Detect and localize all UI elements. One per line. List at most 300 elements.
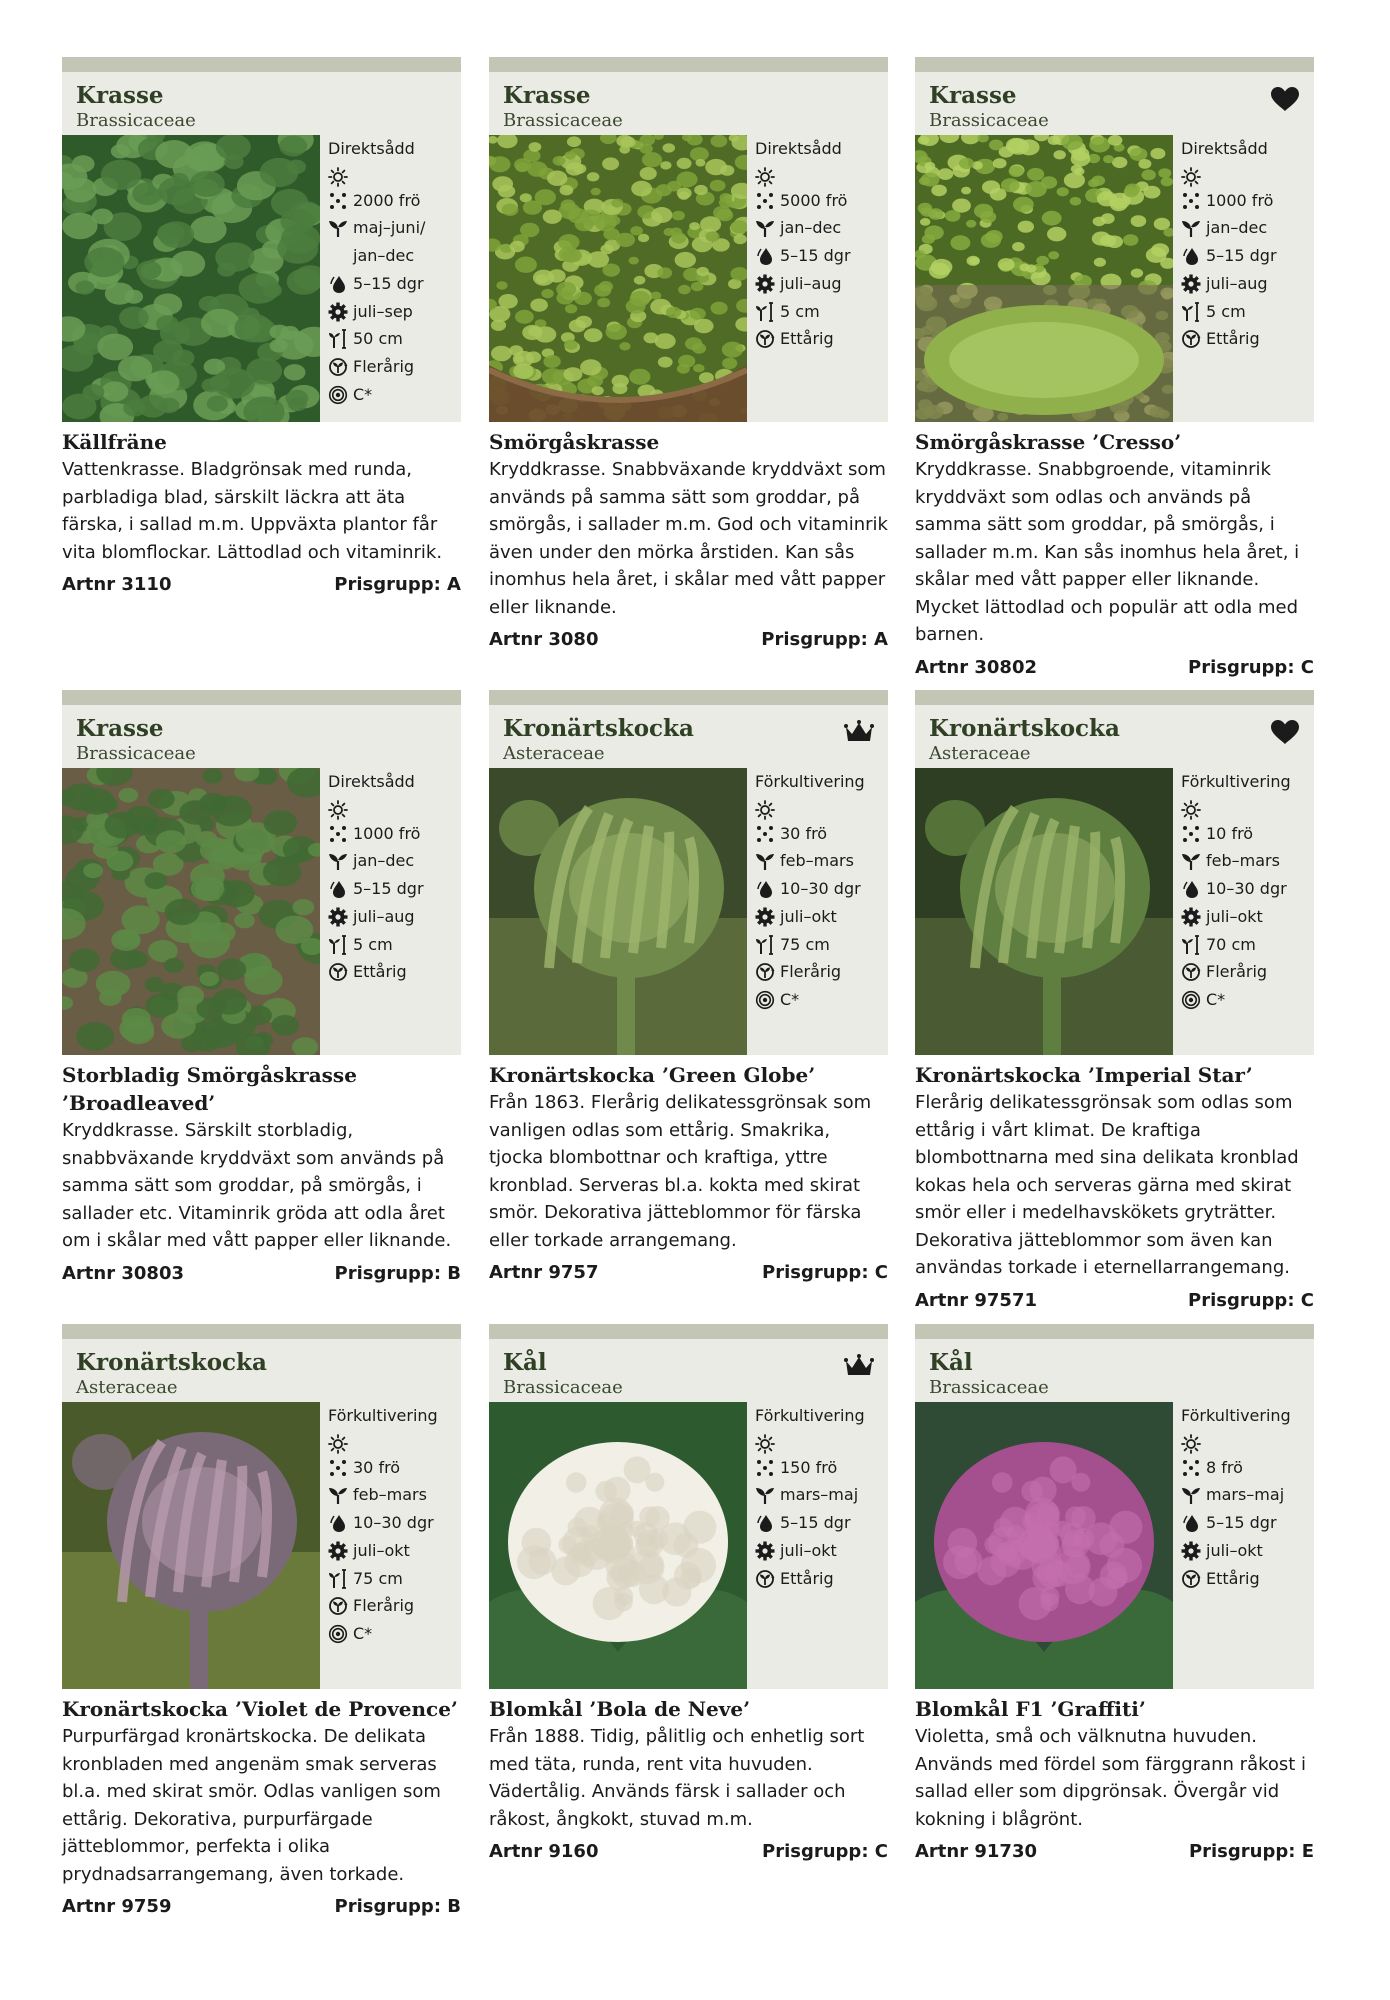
spec-seeds-value: 10 frö (1206, 823, 1254, 843)
spec-sun (328, 1430, 458, 1454)
card-family: Brassicaceae (503, 1377, 623, 1398)
spec-seeds (1181, 187, 1311, 215)
spec-sow (328, 214, 458, 269)
product-description: Kryddkrasse. Snabbväxande kryddväxt som används på samma sätt som groddar, på smörgås, i sallader m.m. God och vitaminrik även under den mörka årstiden. Kan sås inomhus hela året, i skålar med vått papper eller liknande. (489, 459, 888, 618)
spec-height-value: 5 cm (353, 934, 393, 954)
height-icon (1181, 302, 1201, 322)
drop-icon (1181, 879, 1201, 899)
spec-list (328, 1402, 458, 1648)
spec-height (1181, 931, 1311, 959)
product-card (62, 57, 461, 598)
price-group: Prisgrupp: C (762, 1841, 888, 1862)
spec-sun (755, 796, 885, 820)
card-top-bar (489, 690, 888, 705)
sprout-icon (1181, 851, 1201, 871)
spec-life (755, 1565, 885, 1593)
spec-seeds (755, 187, 885, 215)
spec-sow-value: feb–mars (780, 851, 854, 871)
spec-germ (755, 1509, 885, 1537)
spec-harvest (1181, 1537, 1311, 1565)
flower-icon (328, 907, 348, 927)
spec-height (755, 298, 885, 326)
spec-height-value: 70 cm (1206, 934, 1256, 954)
spec-extra (328, 1620, 458, 1648)
spec-height (1181, 298, 1311, 326)
spec-seeds (1181, 820, 1311, 848)
spec-life (328, 958, 458, 986)
seeds-icon (1181, 191, 1201, 211)
spec-germ (328, 1509, 458, 1537)
spec-seeds (328, 820, 458, 848)
spec-extra (755, 986, 885, 1014)
crown-icon (844, 719, 874, 745)
spec-height-value: 75 cm (780, 934, 830, 954)
seeds-icon (1181, 1458, 1201, 1478)
spec-life (328, 1592, 458, 1620)
article-number: Artnr 3080 (489, 629, 599, 650)
card-family: Brassicaceae (503, 110, 623, 131)
spec-seeds-value: 1000 frö (353, 823, 421, 843)
spec-height (328, 1565, 458, 1593)
product-description: Från 1863. Flerårig delikatessgrönsak som vanligen odlas som ettårig. Smakrika, tjocka blombottnar och kraftiga, yttre kronblad. Serveras bl.a. kokta med skirat smör. Dekorativa jätteblommor för färska eller torkade arrangemang. (489, 1092, 872, 1251)
spec-seeds (328, 187, 458, 215)
flower-icon (755, 907, 775, 927)
spec-life-value: Flerårig (353, 1596, 415, 1616)
card-family: Brassicaceae (929, 1377, 1049, 1398)
product-meta (915, 655, 1314, 681)
target-icon (1181, 990, 1201, 1010)
product-photo (489, 768, 747, 1055)
spec-life (1181, 325, 1311, 353)
product-meta (489, 1839, 888, 1865)
card-header (62, 72, 461, 422)
spec-extra-value: C* (353, 384, 373, 404)
spec-height-value: 5 cm (780, 301, 820, 321)
card-category: Kronärtskocka (503, 715, 694, 742)
product-description: Från 1888. Tidig, pålitlig och enhetlig sort med täta, runda, rent vita huvuden. Vädertålig. Används färsk i sallader och råkost, ångkokt, stuvad m.m. (489, 1726, 865, 1830)
spec-harvest (1181, 903, 1311, 931)
product-name: Storbladig Smörgåskrasse ’Broadleaved’ (62, 1063, 357, 1115)
article-number: Artnr 30803 (62, 1262, 184, 1284)
lifecycle-icon (1181, 329, 1201, 349)
card-top-bar (489, 1324, 888, 1339)
drop-icon (328, 1513, 348, 1533)
card-category: Krasse (503, 82, 591, 109)
spec-life-value: Ettårig (780, 329, 834, 349)
method-text: Direktsådd (328, 139, 415, 158)
spec-sun (328, 163, 458, 187)
card-category: Krasse (76, 715, 164, 742)
sun-icon (328, 1434, 348, 1454)
article-number: Artnr 3110 (62, 574, 172, 595)
spec-sow-value: mars–maj (780, 1485, 859, 1505)
method-text: Förkultivering (1181, 772, 1291, 791)
spec-germ-value: 5–15 dgr (1206, 246, 1277, 266)
card-top-bar (915, 57, 1314, 72)
card-header (489, 72, 888, 422)
card-header (62, 1339, 461, 1689)
card-family: Asteraceae (76, 1377, 178, 1398)
height-icon (755, 935, 775, 955)
seeds-icon (1181, 824, 1201, 844)
spec-germ-value: 10–30 dgr (353, 1513, 434, 1533)
card-category: Kål (503, 1349, 547, 1376)
spec-life-value: Flerårig (353, 356, 415, 376)
height-icon (328, 1569, 348, 1589)
spec-height (755, 931, 885, 959)
article-number: Artnr 97571 (915, 1289, 1037, 1311)
product-name: Smörgåskrasse ’Cresso’ (915, 430, 1182, 454)
spec-seeds-value: 150 frö (780, 1457, 838, 1477)
product-photo (62, 135, 320, 422)
spec-germ (755, 875, 885, 903)
sprout-icon (755, 851, 775, 871)
spec-harvest-value: juli–sep (353, 301, 413, 321)
product-description: Kryddkrasse. Särskilt storbladig, snabbväxande kryddväxt som används på samma sätt som groddar, på smörgås, i sallader etc. Vitaminrik gröda att odla året om i skålar med vått papper eller liknande. (62, 1120, 452, 1251)
article-number: Artnr 30802 (915, 656, 1037, 678)
spec-height-value: 5 cm (1206, 301, 1246, 321)
article-number: Artnr 9160 (489, 1841, 599, 1862)
product-name: Kronärtskocka ’Imperial Star’ (915, 1063, 1253, 1087)
spec-sow-value: jan–dec (353, 851, 415, 871)
spec-height (328, 325, 458, 353)
spec-germ-value: 10–30 dgr (780, 879, 861, 899)
spec-sow (1181, 214, 1311, 242)
spec-germ-value: 5–15 dgr (353, 879, 424, 899)
article-number: Artnr 91730 (915, 1841, 1037, 1862)
product-meta (62, 1261, 461, 1287)
spec-germ (328, 270, 458, 298)
spec-harvest (328, 298, 458, 326)
card-top-bar (62, 690, 461, 705)
spec-extra-value: C* (353, 1623, 373, 1643)
seeds-icon (328, 824, 348, 844)
spec-seeds-value: 30 frö (780, 823, 828, 843)
spec-harvest (755, 270, 885, 298)
method-text: Direktsådd (755, 139, 842, 158)
product-card (489, 57, 888, 653)
height-icon (755, 302, 775, 322)
product-name: Blomkål F1 ’Graffiti’ (915, 1697, 1146, 1721)
card-category: Krasse (76, 82, 164, 109)
product-meta (62, 1894, 461, 1920)
drop-icon (755, 879, 775, 899)
price-group: Prisgrupp: C (762, 1262, 888, 1283)
spec-life-value: Ettårig (1206, 1568, 1260, 1588)
spec-extra (1181, 986, 1311, 1014)
spec-method (755, 135, 885, 163)
product-photo (489, 1402, 747, 1689)
target-icon (755, 990, 775, 1010)
price-group: Prisgrupp: A (761, 629, 888, 650)
flower-icon (1181, 1541, 1201, 1561)
sun-icon (1181, 1434, 1201, 1454)
product-card (915, 690, 1314, 1314)
spec-germ (328, 875, 458, 903)
flower-icon (328, 1541, 348, 1561)
seeds-icon (755, 191, 775, 211)
spec-germ (1181, 242, 1311, 270)
product-photo (915, 135, 1173, 422)
flower-icon (755, 1541, 775, 1561)
lifecycle-icon (755, 1569, 775, 1589)
spec-method (328, 768, 458, 796)
spec-sow (328, 1481, 458, 1509)
sprout-icon (755, 218, 775, 238)
card-family: Brassicaceae (929, 110, 1049, 131)
product-photo (915, 768, 1173, 1055)
heart-icon (1270, 86, 1300, 112)
sprout-icon (328, 851, 348, 871)
seeds-icon (755, 1458, 775, 1478)
spec-life (755, 325, 885, 353)
spec-method (755, 768, 885, 796)
spec-harvest (328, 903, 458, 931)
spec-life (755, 958, 885, 986)
spec-sow-value: feb–mars (1206, 851, 1280, 871)
product-name: Blomkål ’Bola de Neve’ (489, 1697, 751, 1721)
spec-method (1181, 1402, 1311, 1430)
spec-height-value: 50 cm (353, 329, 403, 349)
spec-method (328, 135, 458, 163)
spec-harvest (1181, 270, 1311, 298)
spec-life-value: Flerårig (780, 962, 842, 982)
card-family: Brassicaceae (76, 110, 196, 131)
spec-germ (1181, 875, 1311, 903)
spec-life-value: Flerårig (1206, 962, 1268, 982)
spec-method (1181, 768, 1311, 796)
lifecycle-icon (755, 962, 775, 982)
drop-icon (328, 879, 348, 899)
product-meta (489, 1260, 888, 1286)
heart-icon (1270, 719, 1300, 745)
product-name: Smörgåskrasse (489, 430, 660, 454)
target-icon (328, 1624, 348, 1644)
product-name: Källfräne (62, 430, 167, 454)
price-group: Prisgrupp: C (1188, 656, 1314, 678)
price-group: Prisgrupp: E (1188, 1841, 1314, 1862)
spec-seeds-value: 8 frö (1206, 1457, 1243, 1477)
sun-icon (328, 167, 348, 187)
spec-life-value: Ettårig (353, 962, 407, 982)
flower-icon (1181, 274, 1201, 294)
card-top-bar (915, 1324, 1314, 1339)
spec-germ-value: 5–15 dgr (780, 246, 851, 266)
spec-life-value: Ettårig (1206, 329, 1260, 349)
spec-sow-value: jan–dec (1206, 218, 1268, 238)
drop-icon (755, 1513, 775, 1533)
spec-harvest-value: juli–aug (1206, 273, 1268, 293)
sprout-icon (328, 1485, 348, 1505)
sun-icon (1181, 800, 1201, 820)
spec-sow-value: maj–juni/ jan–dec (353, 218, 426, 266)
spec-sow (755, 1481, 885, 1509)
spec-extra-value: C* (1206, 989, 1226, 1009)
spec-harvest (328, 1537, 458, 1565)
product-description: Violetta, små och välknutna huvuden. Används med fördel som färggrann råkost i sallad eller som dipgrönsak. Övergår vid kokning i blågrönt. (915, 1726, 1307, 1830)
spec-sow (755, 214, 885, 242)
lifecycle-icon (1181, 962, 1201, 982)
product-description: Purpurfärgad kronärtskocka. De delikata kronbladen med angenäm smak serveras bl.a. med skirat smör. Odlas vanligen som ettårig. Dekorativa, purpurfärgade jätteblommor, perfekta i olika prydnadsarrangemang, även torkade. (62, 1726, 441, 1885)
spec-list (1181, 1402, 1311, 1592)
spec-sun (1181, 163, 1311, 187)
product-name: Kronärtskocka ’Violet de Provence’ (62, 1697, 458, 1721)
spec-list (755, 1402, 885, 1592)
spec-life-value: Ettårig (780, 1568, 834, 1588)
seeds-icon (328, 1458, 348, 1478)
price-group: Prisgrupp: C (1188, 1289, 1314, 1311)
spec-height-value: 75 cm (353, 1568, 403, 1588)
article-number: Artnr 9759 (62, 1896, 172, 1917)
spec-extra-value: C* (780, 989, 800, 1009)
product-name: Kronärtskocka ’Green Globe’ (489, 1063, 816, 1087)
card-family: Asteraceae (929, 743, 1031, 764)
product-card (62, 1324, 461, 1920)
product-card (489, 690, 888, 1286)
spec-harvest-value: juli–okt (353, 1540, 410, 1560)
price-group: Prisgrupp: B (334, 1896, 461, 1917)
spec-list (328, 768, 458, 986)
lifecycle-icon (1181, 1569, 1201, 1589)
spec-sow (1181, 847, 1311, 875)
sun-icon (755, 1434, 775, 1454)
product-description: Flerårig delikatessgrönsak som odlas som ettårig i vårt klimat. De kraftiga blombottnarna med sina delikata kronblad kokas hela och serveras gärna med skirat smör eller i medelhavskökets gryträtter. Dekorativa jätteblommor som även kan användas torkade i eternellarrangemang. (915, 1092, 1299, 1278)
lifecycle-icon (328, 1596, 348, 1616)
spec-sow-value: feb–mars (353, 1485, 427, 1505)
spec-seeds-value: 5000 frö (780, 190, 848, 210)
product-photo (62, 768, 320, 1055)
product-photo (489, 135, 747, 422)
sun-icon (755, 167, 775, 187)
spec-seeds-value: 2000 frö (353, 190, 421, 210)
method-text: Direktsådd (1181, 139, 1268, 158)
spec-germ-value: 5–15 dgr (1206, 1513, 1277, 1533)
sprout-icon (1181, 218, 1201, 238)
spec-germ-value: 5–15 dgr (780, 1513, 851, 1533)
lifecycle-icon (755, 329, 775, 349)
spec-seeds-value: 30 frö (353, 1457, 401, 1477)
method-text: Förkultivering (755, 1406, 865, 1425)
spec-seeds (755, 820, 885, 848)
spec-list (755, 135, 885, 353)
card-top-bar (489, 57, 888, 72)
sun-icon (1181, 167, 1201, 187)
drop-icon (755, 246, 775, 266)
spec-sow (328, 847, 458, 875)
method-text: Förkultivering (328, 1406, 438, 1425)
spec-germ (1181, 1509, 1311, 1537)
spec-life (1181, 1565, 1311, 1593)
spec-sun (755, 163, 885, 187)
card-category: Kål (929, 1349, 973, 1376)
spec-sun (1181, 1430, 1311, 1454)
method-text: Direktsådd (328, 772, 415, 791)
spec-harvest (755, 903, 885, 931)
spec-list (1181, 135, 1311, 353)
drop-icon (1181, 1513, 1201, 1533)
seeds-icon (755, 824, 775, 844)
card-header (489, 705, 888, 1055)
product-photo (62, 1402, 320, 1689)
product-description: Kryddkrasse. Snabbgroende, vitaminrik kryddväxt som odlas och används på samma sätt som groddar, på smörgås, i sallader m.m. Kan sås inomhus hela året, i skålar med vått papper eller liknande. Mycket lättodlad och populär att odla med barnen. (915, 459, 1300, 645)
drop-icon (1181, 246, 1201, 266)
card-header (915, 1339, 1314, 1689)
spec-sun (1181, 796, 1311, 820)
spec-list (328, 135, 458, 408)
spec-sow (1181, 1481, 1311, 1509)
card-category: Kronärtskocka (929, 715, 1120, 742)
card-top-bar (62, 57, 461, 72)
spec-sow (755, 847, 885, 875)
spec-harvest-value: juli–okt (780, 1540, 837, 1560)
spec-sun (328, 796, 458, 820)
spec-harvest-value: juli–okt (1206, 906, 1263, 926)
spec-height (328, 931, 458, 959)
spec-germ (755, 242, 885, 270)
spec-method (328, 1402, 458, 1430)
flower-icon (1181, 907, 1201, 927)
product-card (915, 57, 1314, 681)
card-top-bar (915, 690, 1314, 705)
card-header (915, 72, 1314, 422)
spec-method (755, 1402, 885, 1430)
card-header (915, 705, 1314, 1055)
product-description: Vattenkrasse. Bladgrönsak med runda, parbladiga blad, särskilt läckra att äta färska, i sallad m.m. Uppväxta plantor får vita blomflockar. Lättodlad och vitaminrik. (62, 459, 443, 563)
method-text: Förkultivering (1181, 1406, 1291, 1425)
spec-extra (328, 381, 458, 409)
spec-harvest-value: juli–okt (1206, 1540, 1263, 1560)
sprout-icon (328, 218, 348, 238)
spec-seeds (328, 1454, 458, 1482)
drop-icon (328, 274, 348, 294)
spec-list (755, 768, 885, 1014)
height-icon (328, 329, 348, 349)
height-icon (328, 935, 348, 955)
product-meta (489, 627, 888, 653)
price-group: Prisgrupp: A (334, 574, 461, 595)
spec-germ-value: 5–15 dgr (353, 273, 424, 293)
lifecycle-icon (328, 962, 348, 982)
spec-harvest (755, 1537, 885, 1565)
card-category: Kronärtskocka (76, 1349, 267, 1376)
flower-icon (328, 302, 348, 322)
seeds-icon (328, 191, 348, 211)
spec-list (1181, 768, 1311, 1014)
spec-germ-value: 10–30 dgr (1206, 879, 1287, 899)
spec-sun (755, 1430, 885, 1454)
product-card (62, 690, 461, 1287)
sun-icon (755, 800, 775, 820)
card-header (489, 1339, 888, 1689)
price-group: Prisgrupp: B (334, 1262, 461, 1284)
sprout-icon (755, 1485, 775, 1505)
card-header (62, 705, 461, 1055)
target-icon (328, 385, 348, 405)
product-card (489, 1324, 888, 1865)
spec-life (1181, 958, 1311, 986)
product-meta (62, 572, 461, 598)
spec-sow-value: mars–maj (1206, 1485, 1285, 1505)
product-meta (915, 1288, 1314, 1314)
spec-method (1181, 135, 1311, 163)
product-card (915, 1324, 1314, 1865)
method-text: Förkultivering (755, 772, 865, 791)
card-top-bar (62, 1324, 461, 1339)
lifecycle-icon (328, 357, 348, 377)
card-family: Brassicaceae (76, 743, 196, 764)
spec-harvest-value: juli–aug (780, 273, 842, 293)
product-meta (915, 1839, 1314, 1865)
